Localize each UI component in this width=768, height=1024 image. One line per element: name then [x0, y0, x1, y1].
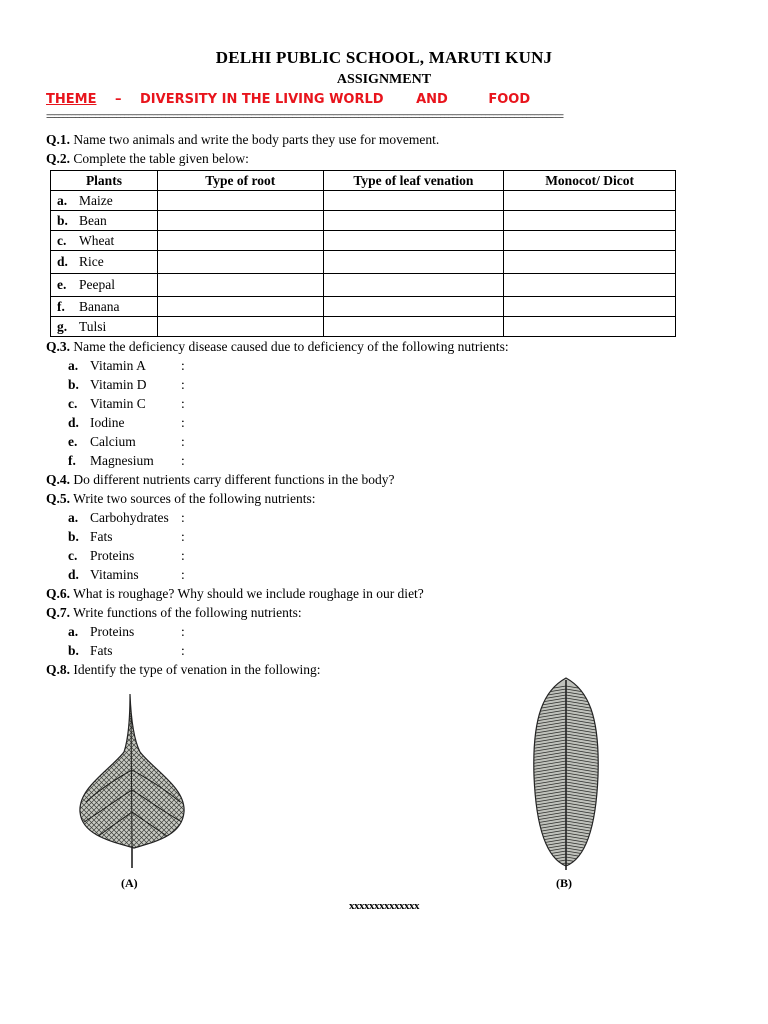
- banana-leaf-icon: [530, 676, 602, 872]
- list-item: a. Carbohydrates :: [68, 510, 185, 525]
- question-2: Q.2. Complete the table given below:: [46, 151, 249, 166]
- table-header-row: [51, 171, 676, 191]
- plant-cell: c. Wheat: [51, 231, 158, 251]
- questions: [46, 130, 726, 679]
- table-row: [51, 231, 676, 251]
- list-item: d. Vitamins :: [68, 567, 185, 582]
- answer-cell[interactable]: [157, 317, 323, 337]
- table-row: [51, 274, 676, 297]
- table-header: Type of leaf venation: [323, 171, 504, 191]
- answer-cell[interactable]: [323, 231, 504, 251]
- answer-cell[interactable]: [157, 231, 323, 251]
- answer-cell[interactable]: [323, 191, 504, 211]
- list-item: b. Fats :: [68, 643, 185, 658]
- question-8: Q.8. Identify the type of venation in the following:: [46, 662, 321, 677]
- list-item: b. Vitamin D :: [68, 377, 185, 392]
- answer-cell[interactable]: [323, 211, 504, 231]
- assignment-title: ASSIGNMENT: [336, 72, 432, 87]
- plant-cell: d. Rice: [51, 251, 158, 274]
- list-item: a. Vitamin A :: [68, 358, 185, 373]
- theme-and: AND: [416, 92, 448, 107]
- answer-cell[interactable]: [504, 211, 676, 231]
- answer-cell[interactable]: [504, 297, 676, 317]
- theme-dash: –: [114, 92, 122, 107]
- answer-cell[interactable]: [504, 274, 676, 297]
- question-1: Q.1. Name two animals and write the body parts they use for movement.: [46, 132, 440, 147]
- figure-a-caption: (A): [121, 876, 138, 890]
- answer-cell[interactable]: [157, 274, 323, 297]
- table-row: [51, 211, 676, 231]
- list-item: b. Fats :: [68, 529, 185, 544]
- theme-food: FOOD: [488, 92, 531, 107]
- table-header: Monocot/ Dicot: [504, 171, 676, 191]
- table-row: [51, 297, 676, 317]
- list-item: f. Magnesium :: [68, 453, 185, 468]
- answer-cell[interactable]: [323, 317, 504, 337]
- question-4: Q.4. Do different nutrients carry different functions in the body?: [46, 472, 395, 487]
- plant-cell: b. Bean: [51, 211, 158, 231]
- table-row: [51, 251, 676, 274]
- peepal-leaf-icon: [74, 690, 190, 870]
- answer-cell[interactable]: [504, 317, 676, 337]
- theme-diversity: DIVERSITY IN THE LIVING WORLD: [140, 92, 384, 107]
- question-7: Q.7. Write functions of the following nutrients:: [46, 605, 302, 620]
- plant-cell: a. Maize: [51, 191, 158, 211]
- answer-cell[interactable]: [504, 251, 676, 274]
- table-header: Type of root: [157, 171, 323, 191]
- school-name: DELHI PUBLIC SCHOOL, MARUTI KUNJ: [215, 48, 553, 67]
- list-item: c. Vitamin C :: [68, 396, 185, 411]
- question-5: Q.5. Write two sources of the following nutrients:: [46, 491, 316, 506]
- list-item: d. Iodine :: [68, 415, 185, 430]
- table-header: Plants: [51, 171, 158, 191]
- plant-cell: f. Banana: [51, 297, 158, 317]
- answer-cell[interactable]: [504, 191, 676, 211]
- answer-cell[interactable]: [157, 191, 323, 211]
- answer-cell[interactable]: [323, 297, 504, 317]
- answer-cell[interactable]: [323, 274, 504, 297]
- answer-cell[interactable]: [504, 231, 676, 251]
- answer-cell[interactable]: [157, 297, 323, 317]
- answer-cell[interactable]: [323, 251, 504, 274]
- plants-table: [50, 170, 676, 337]
- table-row: [51, 317, 676, 337]
- plant-cell: e. Peepal: [51, 274, 158, 297]
- list-item: a. Proteins :: [68, 624, 185, 639]
- theme-label: THEME: [46, 92, 97, 107]
- table-row: [51, 191, 676, 211]
- end-mark: xxxxxxxxxxxxxx: [349, 900, 419, 912]
- figure-b-caption: (B): [556, 876, 572, 890]
- theme-line: [46, 92, 726, 107]
- answer-cell[interactable]: [157, 251, 323, 274]
- question-6: Q.6. What is roughage? Why should we include roughage in our diet?: [46, 586, 424, 601]
- list-item: c. Proteins :: [68, 548, 185, 563]
- separator-rule: ==============================================================================================================================: [46, 113, 563, 121]
- answer-cell[interactable]: [157, 211, 323, 231]
- plant-cell: g. Tulsi: [51, 317, 158, 337]
- list-item: e. Calcium :: [68, 434, 185, 449]
- question-3: Q.3. Name the deficiency disease caused due to deficiency of the following nutrients:: [46, 339, 509, 354]
